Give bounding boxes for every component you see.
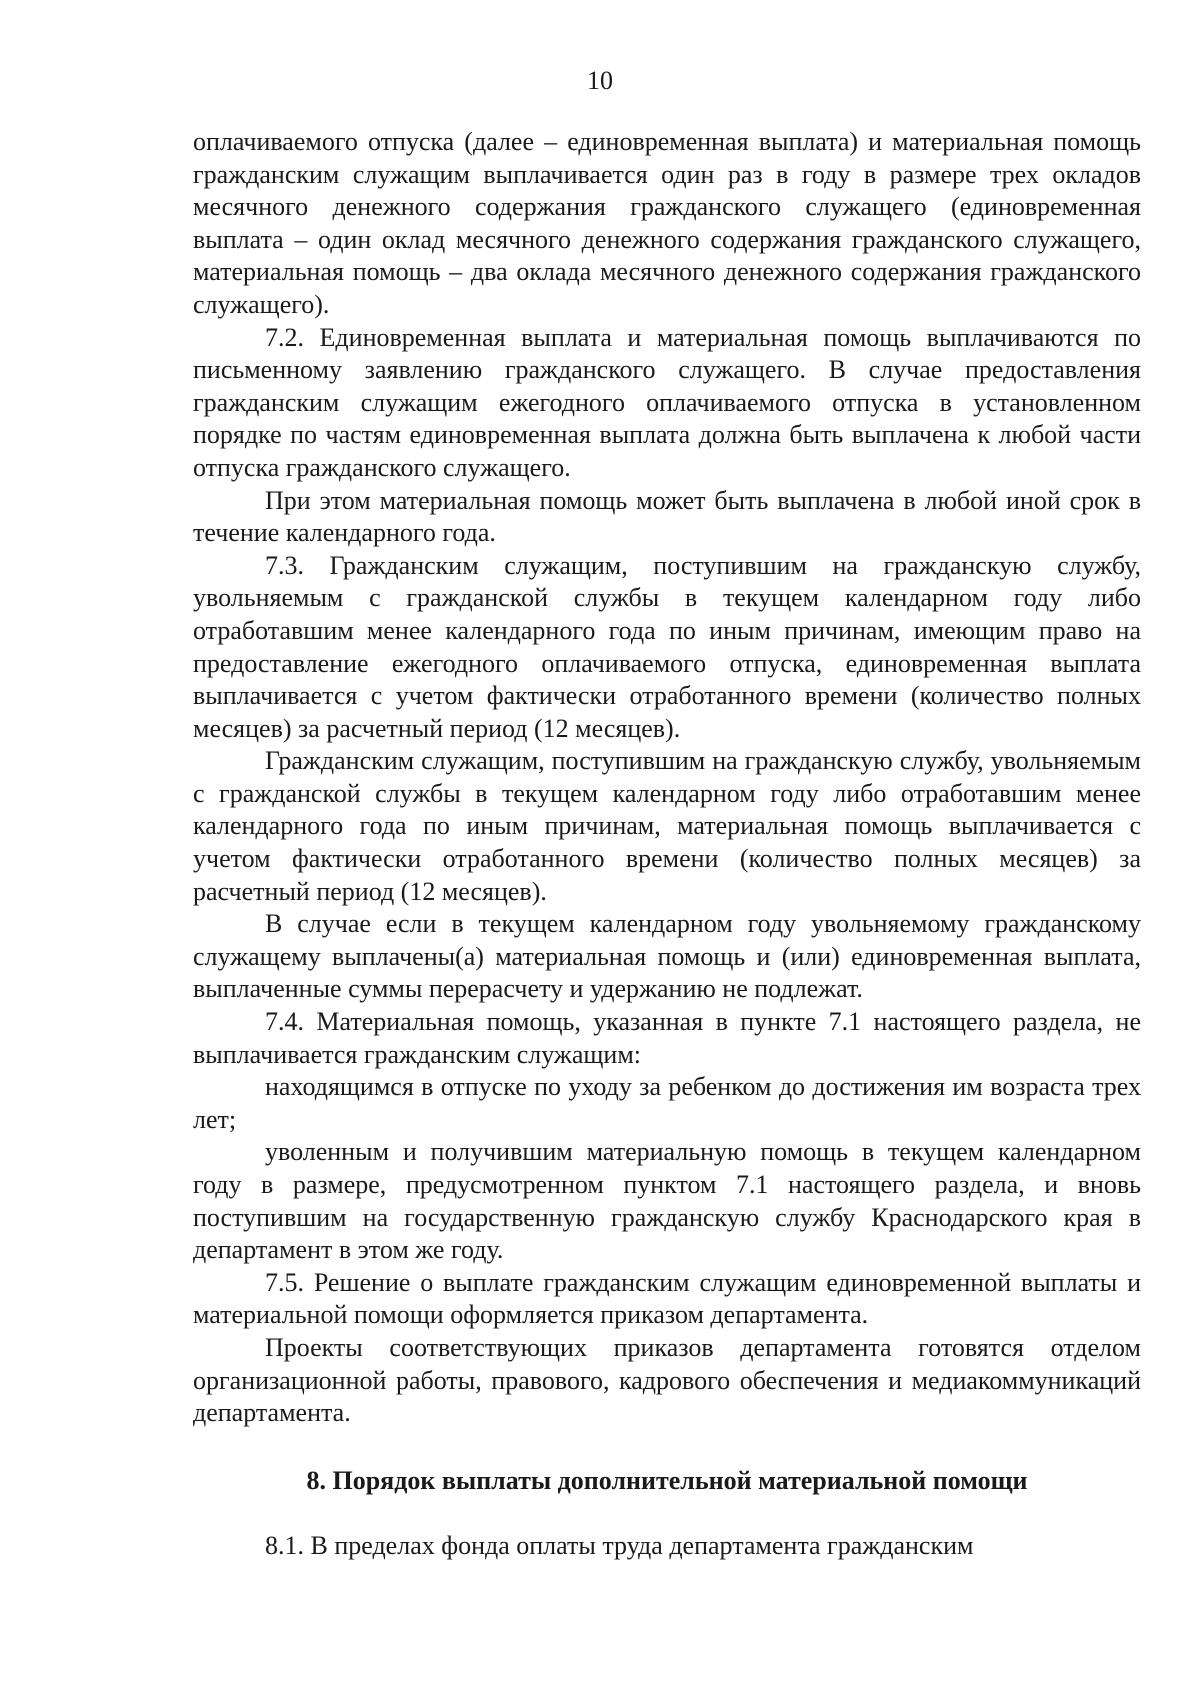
paragraph-7-5: 7.5. Решение о выплате гражданским служащим единовременной выплаты и материальной помощи оформляется приказом департамента. xyxy=(193,1267,1141,1330)
page-number: 10 xyxy=(587,66,613,95)
document-body xyxy=(193,126,1141,1563)
paragraph-7-2: 7.2. Единовременная выплата и материальная помощь выплачиваются по письменному заявлению гражданского служащего. В случае предоставления гражданским служащим ежегодного оплачиваемого отпуска в установленном порядке по частям единовременная выплата должна быть выплачена к любой части отпуска гражданского служащего. xyxy=(193,322,1141,482)
paragraph-7-3-dismissal: В случае если в текущем календарном году увольняемому гражданскому служащему выплачены(а) материальная помощь и (или) единовременная выплата, выплаченные суммы перерасчету и удержанию не подлежат. xyxy=(193,909,1141,1004)
paragraph-7-5-drafts: Проекты соответствующих приказов департамента готовятся отделом организационной работы, правового, кадрового обеспечения и медиакоммуникаций департамента. xyxy=(193,1332,1141,1428)
paragraph-7-4: 7.4. Материальная помощь, указанная в пункте 7.1 настоящего раздела, не выплачивается гражданским служащим: xyxy=(193,1007,1141,1069)
paragraph-7-3-material-aid: Гражданским служащим, поступившим на гражданскую службу, увольняемым с гражданской службы в текущем календарном году либо отработавшим менее календарного года по иным причинам, материальная помощь выплачивается с учетом фактически отработанного времени (количество полных месяцев) за расчетный период (12 месяцев). xyxy=(193,746,1141,906)
paragraph-7-4-item-1: находящимся в отпуске по уходу за ребенком до достижения им возраста трех лет; xyxy=(193,1072,1141,1134)
paragraph-8-1: 8.1. В пределах фонда оплаты труда департамента гражданским xyxy=(265,1531,974,1561)
paragraph-7-4-item-2: уволенным и получившим материальную помощь в текущем календарном году в размере, предусмотренном пунктом 7.1 настоящего раздела, и вновь поступившим на государственную гражданскую службу Краснодарского края в департамент в этом же году. xyxy=(193,1137,1141,1265)
paragraph-7-2-note: При этом материальная помощь может быть выплачена в любой иной срок в течение календарного года. xyxy=(193,485,1141,548)
section-heading-8: 8. Порядок выплаты дополнительной материальной помощи xyxy=(306,1465,1028,1495)
paragraph-7-1-continuation: оплачиваемого отпуска (далее – единовременная выплата) и материальная помощь гражданским служащим выплачивается один раз в году в размере трех окладов месячного денежного содержания гражданского служащего (единовременная выплата – один оклад месячного денежного содержания гражданского служащего, материальная помощь – два оклада месячного денежного содержания гражданского служащего). xyxy=(193,127,1141,319)
paragraph-7-3: 7.3. Гражданским служащим, поступившим на гражданскую службу, увольняемым с гражданской службы в текущем календарном году либо отработавшим менее календарного года по иным причинам, имеющим право на предоставление ежегодного оплачиваемого отпуска, единовременная выплата выплачивается с учетом фактически отработанного времени (количество полных месяцев) за расчетный период (12 месяцев). xyxy=(193,550,1141,743)
